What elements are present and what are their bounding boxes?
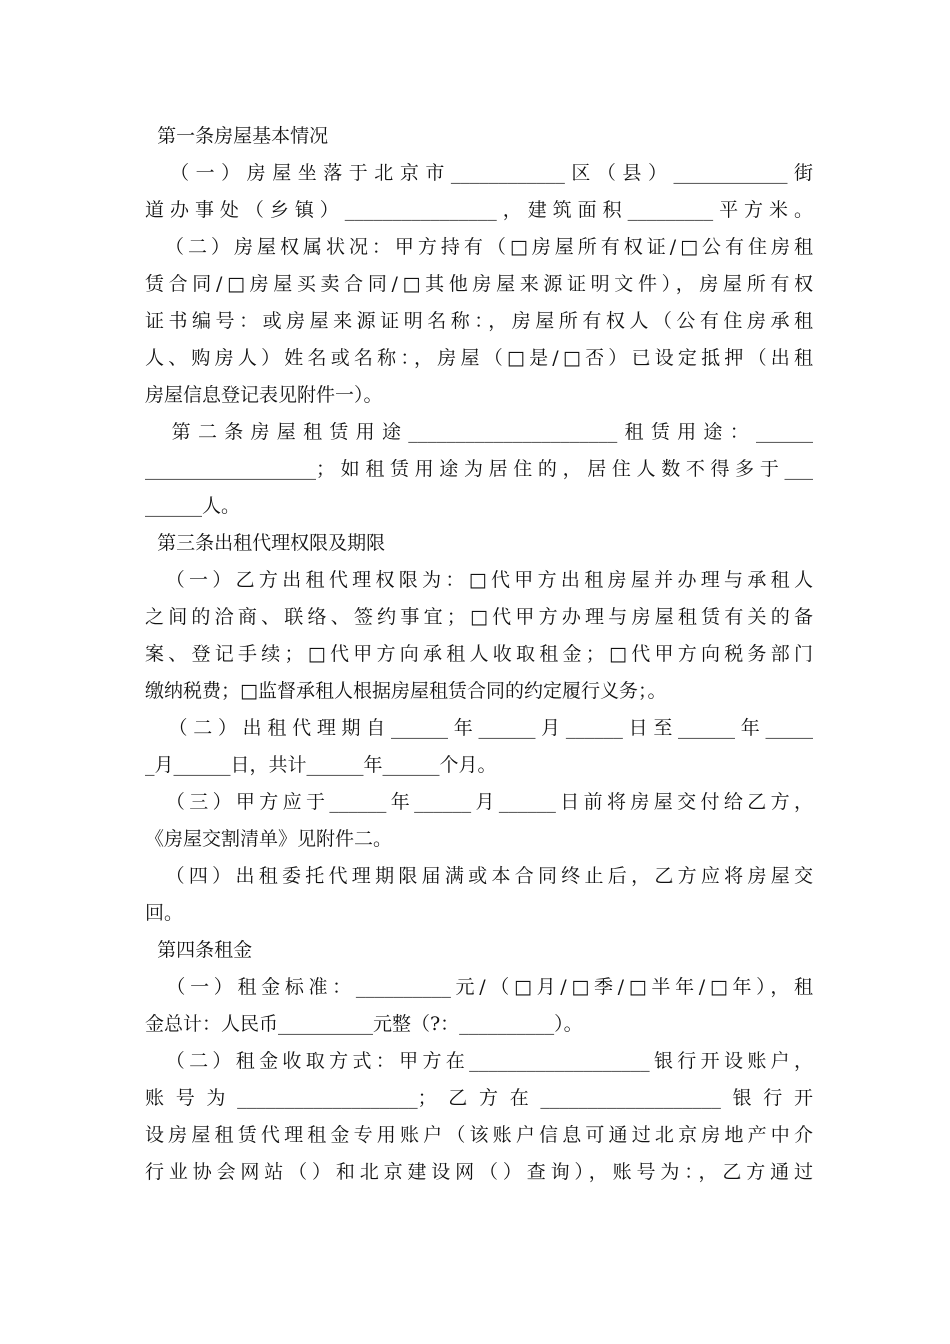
text-line: 房屋信息登记表见附件一）。: [145, 384, 383, 406]
text-line: 账号为___________________；乙方在___________________银行开: [145, 1087, 813, 1109]
text-line: 第二条房屋租赁用途______________________租赁用途：______: [145, 421, 813, 443]
text-line: 第一条房屋基本情况: [145, 125, 329, 147]
text-line: 赁合同/□房屋买卖合同/□其他房屋来源证明文件），房屋所有权: [145, 273, 813, 295]
text-line: （二）出租代理期自______年______月______日至______年_____: [145, 717, 813, 739]
text-line: ______人。: [145, 495, 241, 517]
text-line: （三）甲方应于______年______月______日前将房屋交付给乙方，: [145, 791, 813, 813]
text-line: （一）租金标准：__________元/（□月/□季/□半年/□年），租: [145, 976, 813, 998]
text-line: 金总计：人民币__________元整（?：__________）。: [145, 1013, 583, 1035]
section-heading: 第三条出租代理权限及期限: [145, 532, 386, 554]
text-line: （一）房屋坐落于北京市____________区（县）____________街: [145, 162, 813, 184]
text-line: 回。: [145, 902, 184, 924]
text-line: 证书编号：或房屋来源证明名称：，房屋所有权人（公有住房承租: [145, 310, 813, 332]
text-line: 之间的洽商、联络、签约事宜；□代甲方办理与房屋租赁有关的备: [145, 606, 813, 628]
text-line: 设房屋租赁代理租金专用账户（该账户信息可通过北京房地产中介: [145, 1124, 813, 1146]
text-line: 《房屋交割清单》见附件二。: [145, 828, 393, 850]
text-line: 道办事处（乡镇）________________，建筑面积_________平方米。: [145, 199, 813, 221]
text-line: （四）出租委托代理期限届满或本合同终止后，乙方应将房屋交: [145, 865, 813, 887]
text-line: （二）房屋权属状况：甲方持有（□房屋所有权证/□公有住房租: [145, 236, 813, 258]
text-line: __________________；如租赁用途为居住的，居住人数不得多于___: [145, 458, 813, 480]
text-line: 案、登记手续；□代甲方向承租人收取租金；□代甲方向税务部门: [145, 643, 813, 665]
text-line: （二）租金收取方式：甲方在___________________银行开设账户，: [145, 1050, 813, 1072]
text-line: 行业协会网站（）和北京建设网（）查询），账号为：，乙方通过: [145, 1161, 813, 1183]
text-line: 缴纳税费；□监督承租人根据房屋租赁合同的约定履行义务；。: [145, 680, 667, 702]
text-line: _月______日，共计______年______个月。: [145, 754, 497, 776]
text-line: （一）乙方出租代理权限为：□代甲方出租房屋并办理与承租人: [145, 569, 813, 591]
section-heading: 第四条租金: [145, 939, 253, 961]
text-line: 人、购房人）姓名或名称：，房屋（□是/□否）已设定抵押（出租: [145, 347, 813, 369]
